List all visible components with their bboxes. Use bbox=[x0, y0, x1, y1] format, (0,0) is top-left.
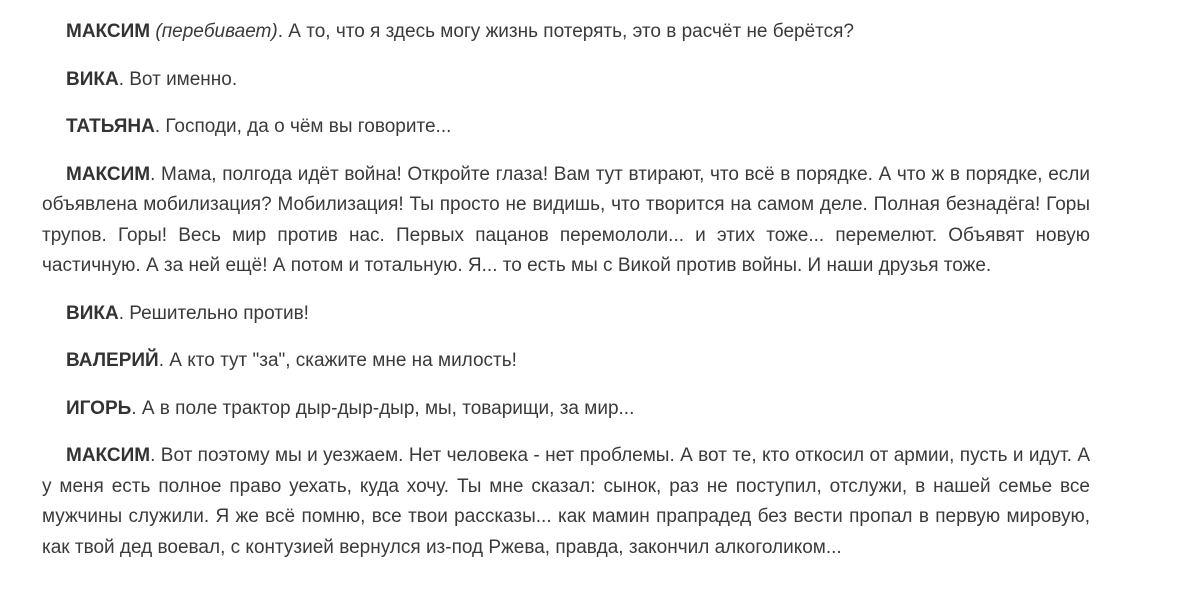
dialogue-text: . Господи, да о чём вы говорите... bbox=[154, 116, 452, 137]
dialogue-paragraph bbox=[0, 346, 1200, 377]
dialogue-text: . Мама, полгода идёт война! Откройте глаза! Вам тут втирают, что всё в порядке. А что ж в порядке, если объявлена мобилизация? Мобилизация! Ты просто не видишь, что творится на самом деле. Полная безнадёга! Горы трупов. Горы! Весь мир против нас. Первых пацанов перемололи... и этих тоже... перемелют. Объявят новую частичную. А за ней ещё! А потом и тотальную. Я... то есть мы с Викой против войны. И наши друзья тоже. bbox=[42, 163, 1090, 276]
speaker-name: ВИКА bbox=[66, 302, 119, 324]
dialogue-text: . Решительно против! bbox=[118, 302, 309, 324]
speaker-name: ВАЛЕРИЙ bbox=[66, 350, 159, 371]
dialogue-paragraph bbox=[0, 394, 1200, 425]
dialogue-paragraph bbox=[0, 65, 1200, 96]
dialogue-text: . А в поле трактор дыр-дыр-дыр, мы, товарищи, за мир... bbox=[131, 397, 635, 419]
speaker-name: МАКСИМ bbox=[66, 21, 151, 42]
dialogue-paragraph bbox=[0, 17, 1200, 48]
dialogue-text: . А то, что я здесь могу жизнь потерять, это в расчёт не берётся? bbox=[277, 21, 854, 42]
speaker-name: МАКСИМ bbox=[66, 445, 151, 466]
speaker-name: ТАТЬЯНА bbox=[66, 116, 155, 137]
dialogue-paragraph bbox=[0, 160, 1200, 282]
speaker-name: МАКСИМ bbox=[66, 163, 151, 185]
dialogue-text: . Вот именно. bbox=[118, 68, 238, 90]
dialogue-paragraph bbox=[0, 299, 1200, 330]
dialogue-paragraph bbox=[0, 112, 1200, 143]
stage-direction: (перебивает) bbox=[155, 21, 278, 42]
dialogue-paragraph bbox=[0, 441, 1200, 563]
dialogue-text: . Вот поэтому мы и уезжаем. Нет человека - нет проблемы. А вот те, кто откосил от армии, пусть и идут. А у меня есть полное право уехать, куда хочу. Ты мне сказал: сынок, раз не поступил, отслужи, в нашей семье все мужчины служили. Я же всё помню, все твои рассказы... как мамин прапрадед без вести пропал в первую мировую, как твой дед воевал, с контузией вернулся из-под Ржева, правда, закончил алкоголиком... bbox=[42, 445, 1090, 558]
dialogue-text: . А кто тут "за", скажите мне на милость! bbox=[158, 350, 517, 371]
speaker-name: ВИКА bbox=[66, 68, 119, 90]
speaker-name: ИГОРЬ bbox=[66, 397, 132, 419]
